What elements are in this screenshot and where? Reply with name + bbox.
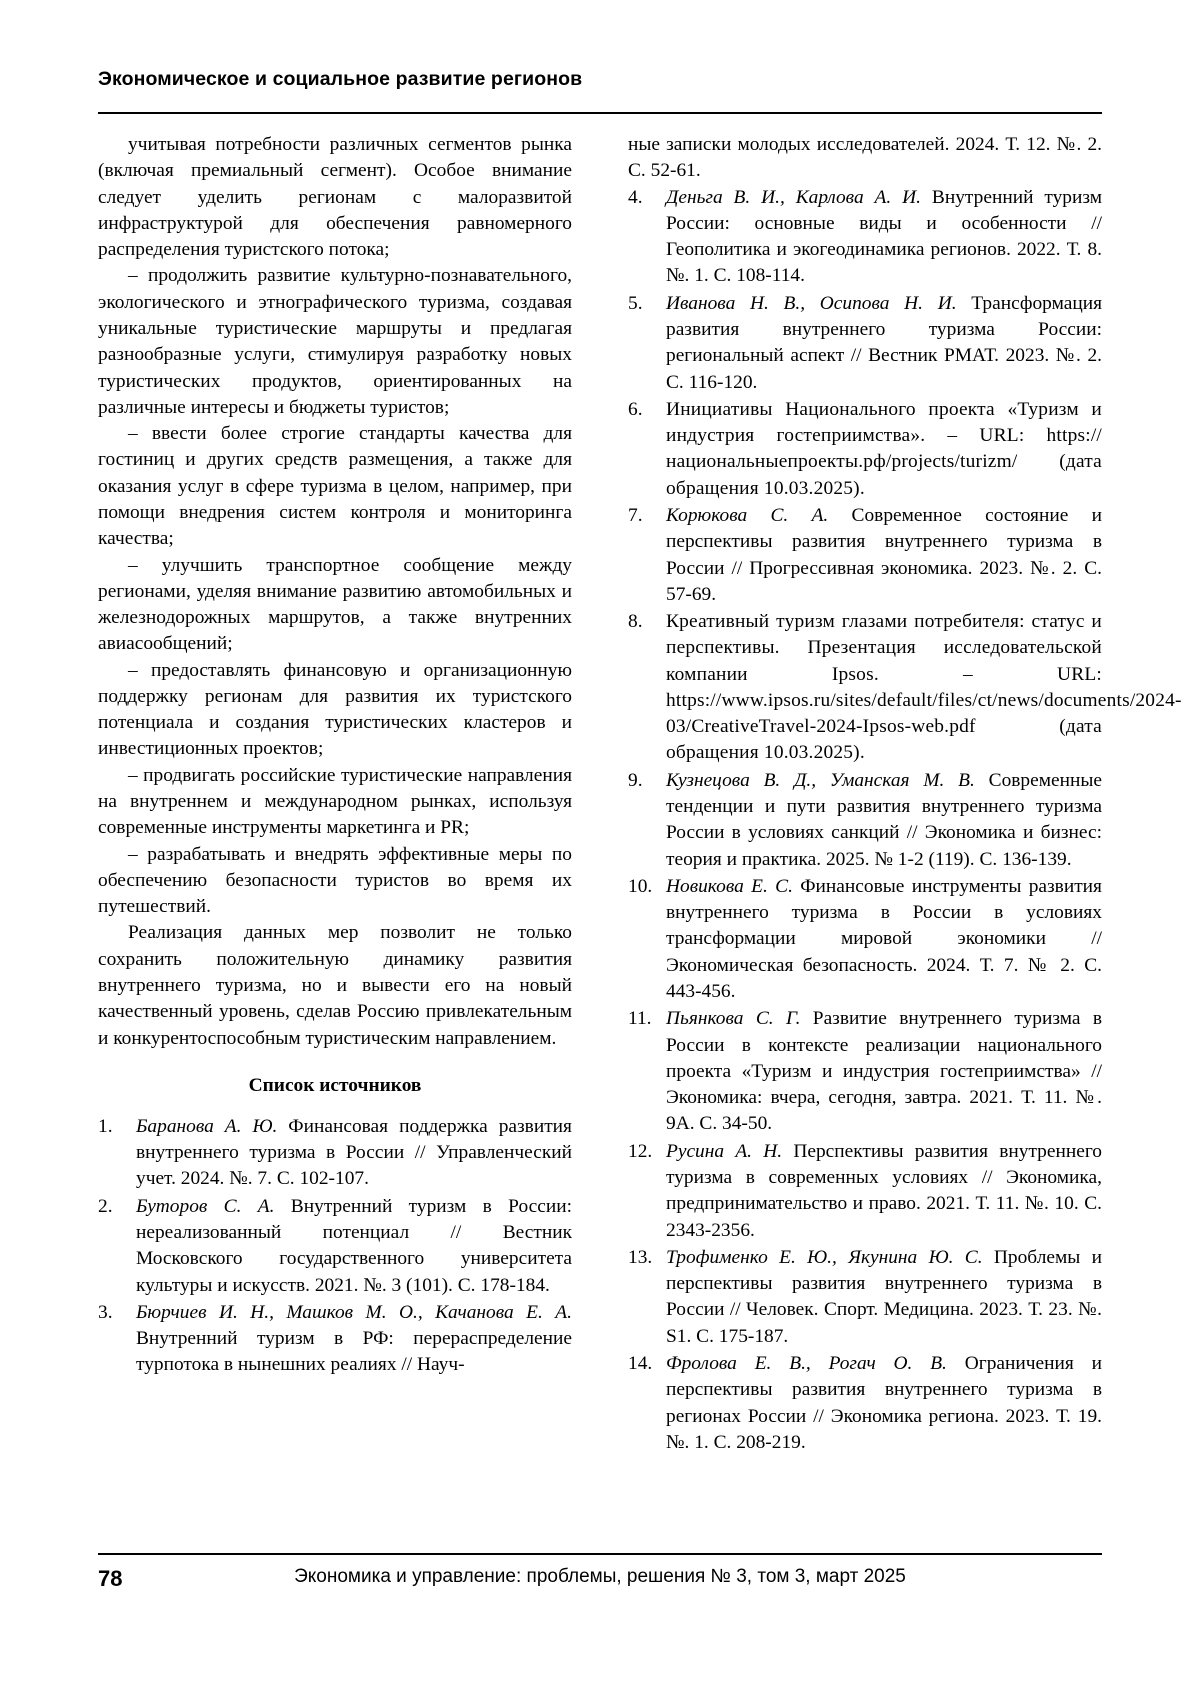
reference-text: Внутренний туризм России: основные виды и особенности // Геополитика и экогеодинамика регионов. 2022. Т. 8. №. 1. С. 108-114. (666, 186, 1102, 287)
reference-text: Финансовая поддержка развития внутреннего туризма в России // Управленческий учет. 2024. №. 7. С. 102-107. (136, 1115, 572, 1190)
reference-number: 2. (98, 1195, 113, 1217)
reference-continuation: ные записки молодых исследователей. 2024. Т. 12. №. 2. С. 52-61. (628, 134, 1102, 182)
reference-number: 1. (98, 1115, 113, 1137)
reference-text: Современное состояние и перспективы развития внутреннего туризма в России // Прогрессивная экономика. 2023. №. 2. С. 57-69. (666, 504, 1102, 605)
paragraph: учитывая потребности различных сегментов рынка (включая премиальный сегмент). Особое внимание следует уделить регионам с малоразвитой инфраструктурой для обеспечения равномерного распределения туристского потока; (98, 134, 572, 261)
reference-number: 10. (628, 875, 653, 897)
two-column-body (98, 132, 1182, 1457)
reference-text: Инициативы Национального проекта «Туризм и индустрия гостеприимства». – URL: https://национальныепроекты.рф/projects/turizm/ (дата обращения 10.03.2025). (666, 398, 1102, 499)
reference-item (628, 768, 1102, 873)
reference-text: Проблемы и перспективы развития внутреннего туризма в России // Человек. Спорт. Медицина. 2023. Т. 23. №. S1. С. 175-187. (666, 1246, 1102, 1347)
reference-number: 6. (628, 398, 643, 420)
reference-text: Ограничения и перспективы развития внутреннего туризма в регионах России // Экономика региона. 2023. Т. 19. №. 1. С. 208-219. (666, 1352, 1102, 1453)
references-heading: Список источников (248, 1074, 422, 1096)
references-list-left (98, 1114, 572, 1379)
reference-text: Внутренний туризм в России: нереализованный потенциал // Вестник Московского государственного университета культуры и искусств. 2021. №. 3 (101). С. 178-184. (136, 1195, 572, 1296)
reference-authors: Кузнецова В. Д., Уманская М. В. (666, 769, 975, 791)
paragraph: – предоставлять финансовую и организационную поддержку регионам для развития их туристского потенциала и создания туристических кластеров и инвестиционных проектов; (98, 659, 572, 760)
reference-authors: Иванова Н. В., Осипова Н. И. (666, 292, 957, 314)
reference-item (628, 185, 1102, 290)
reference-number: 8. (628, 611, 643, 633)
reference-text: Креативный туризм глазами потребителя: статус и перспективы. Презентация исследовательской компании Ipsos. – URL: https://www.ipsos.ru/sites/default/files/ct/news/documents/2024-03/CreativeTravel-2024-Ipsos-web.pdf (дата обращения 10.03.2025). (666, 611, 1182, 764)
reference-authors: Фролова Е. В., Рогач О. В. (666, 1352, 947, 1374)
footer-journal-title: Экономика и управление: проблемы, решения № 3, том 3, март 2025 (294, 1566, 906, 1587)
reference-authors: Пьянкова С. Г. (666, 1008, 801, 1030)
reference-authors: Русина А. Н. (666, 1140, 783, 1162)
reference-text: Финансовые инструменты развития внутреннего туризма в России в условиях трансформации мировой экономики // Экономическая безопасность. 2024. Т. 7. № 2. С. 443-456. (666, 875, 1102, 1002)
reference-text: Развитие внутреннего туризма в России в контексте реализации национального проекта «Туризм и индустрия гостеприимства» // Экономика: вчера, сегодня, завтра. 2021. Т. 11. №. 9А. С. 34-50. (666, 1008, 1102, 1135)
reference-item (628, 397, 1102, 502)
reference-number: 13. (628, 1246, 653, 1268)
paragraph: – продвигать российские туристические направления на внутреннем и международном рынках, используя современные инструменты маркетинга и PR; (98, 764, 572, 839)
page-number: 78 (98, 1566, 123, 1591)
paragraph: – улучшить транспортное сообщение между регионами, уделяя внимание развитию автомобильных и железнодорожных маршрутов, а также внутренних авиасообщений; (98, 554, 572, 655)
reference-number: 7. (628, 504, 643, 526)
reference-authors: Буторов С. А. (136, 1195, 275, 1217)
reference-authors: Баранова А. Ю. (136, 1115, 278, 1137)
paragraph: Реализация данных мер позволит не только сохранить положительную динамику развития внутреннего туризма, но и вывести его на новый качественный уровень, сделав Россию привлекательным и конкурентоспособным туристическим направлением. (98, 922, 572, 1049)
reference-item (98, 1194, 572, 1299)
reference-item (628, 1245, 1102, 1350)
right-column (628, 132, 1182, 1457)
reference-item (628, 1006, 1102, 1137)
reference-authors: Трофименко Е. Ю., Якунина Ю. С. (666, 1246, 983, 1268)
reference-item (98, 1300, 572, 1379)
reference-item (98, 1114, 572, 1193)
references-list-right (628, 185, 1182, 1457)
reference-item (628, 1139, 1102, 1244)
reference-authors: Бюрчиев И. Н., Машков М. О., Качанова Е. А. (136, 1301, 572, 1323)
reference-number: 9. (628, 769, 643, 791)
running-header (98, 68, 1102, 91)
reference-text: Перспективы развития внутреннего туризма в современных условиях // Экономика, предпринимательство и право. 2021. Т. 11. №. 10. С. 2343-2356. (666, 1140, 1103, 1241)
reference-item (628, 1351, 1102, 1456)
reference-item (628, 609, 1182, 767)
reference-authors: Корюкова С. А. (666, 504, 829, 526)
reference-number: 12. (628, 1140, 653, 1162)
reference-authors: Деньга В. И., Карлова А. И. (666, 186, 922, 208)
left-column (98, 132, 572, 1457)
reference-item (628, 291, 1102, 396)
reference-text: Внутренний туризм в РФ: перераспределение турпотока в нынешних реалиях // Науч- (136, 1328, 572, 1376)
reference-number: 4. (628, 186, 643, 208)
reference-item (628, 874, 1102, 1005)
footer-divider (98, 1553, 1102, 1555)
reference-number: 11. (628, 1008, 652, 1030)
reference-text: Современные тенденции и пути развития внутреннего туризма России в условиях санкций // Экономика и бизнес: теория и практика. 2025. № 1-2 (119). С. 136-139. (666, 769, 1103, 870)
running-header-title: Экономическое и социальное развитие регионов (98, 68, 583, 90)
reference-number: 14. (628, 1352, 653, 1374)
paragraph: – продолжить развитие культурно-познавательного, экологического и этнографического туризма, создавая уникальные туристические маршруты и предлагая разнообразные услуги, стимулируя разработку новых туристических продуктов, ориентированных на различные интересы и бюджеты туристов; (98, 265, 572, 418)
paragraph: – разрабатывать и внедрять эффективные меры по обеспечению безопасности туристов во время их путешествий. (98, 843, 572, 918)
reference-number: 5. (628, 292, 643, 314)
reference-number: 3. (98, 1301, 113, 1323)
paragraph: – ввести более строгие стандарты качества для гостиниц и других средств размещения, а также для оказания услуг в сфере туризма в целом, например, при помощи внедрения систем контроля и мониторинга качества; (98, 423, 572, 550)
header-divider (98, 112, 1102, 114)
page-footer (98, 1566, 1102, 1592)
reference-item (628, 503, 1102, 608)
reference-authors: Новикова Е. С. (666, 875, 793, 897)
reference-text: Трансформация развития внутреннего туризма России: региональный аспект // Вестник РМАТ. 2023. №. 2. С. 116-120. (666, 292, 1102, 393)
